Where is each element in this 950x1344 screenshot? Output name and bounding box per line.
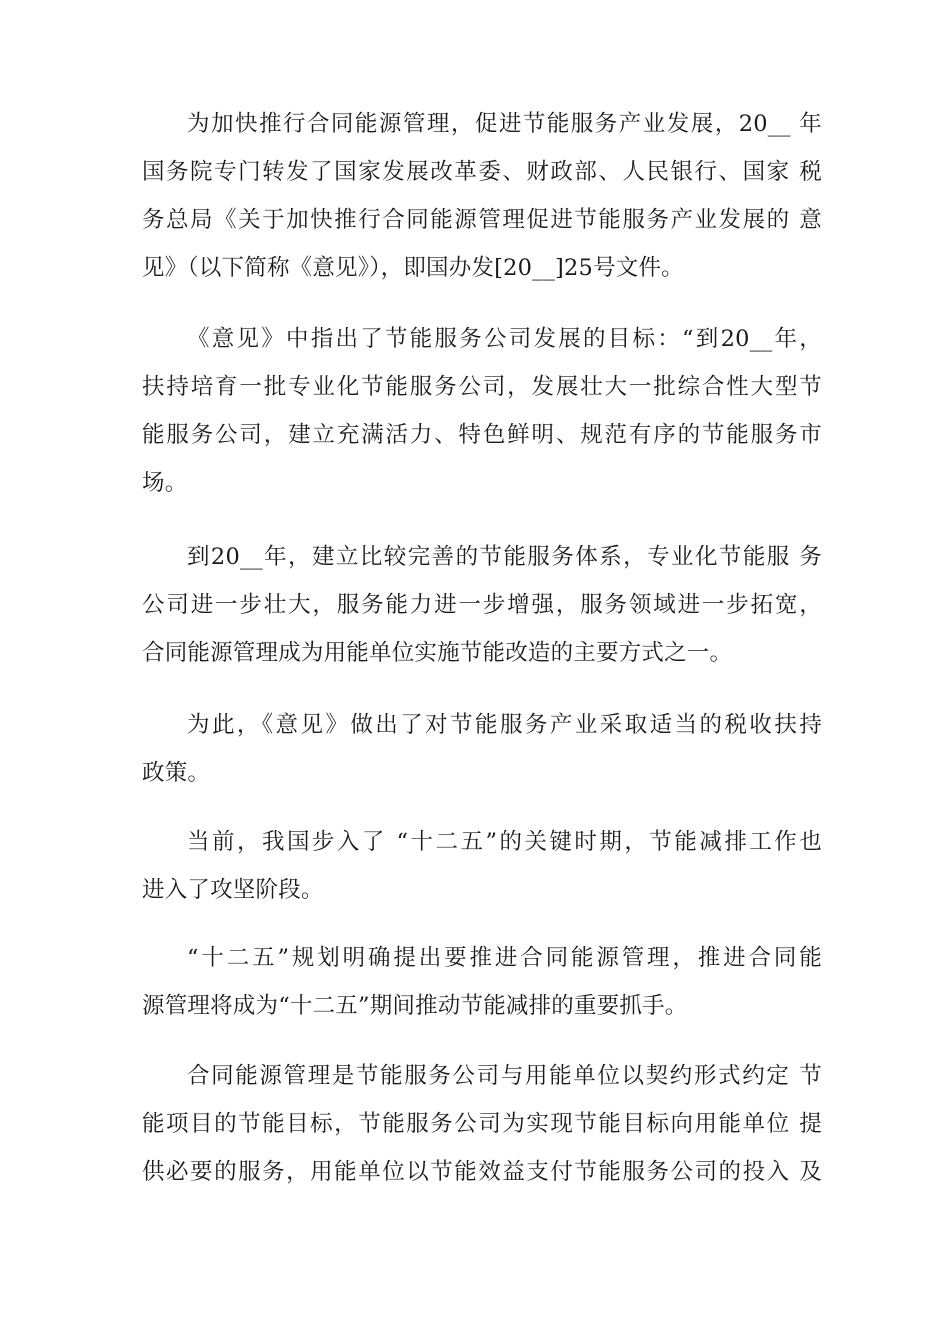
paragraph-2-line-2: 扶持培育一批专业化节能服务公司，发展壮大一批综合性大型节: [142, 374, 822, 400]
paragraph-7: [142, 1052, 822, 1196]
paragraph-7-line-1: 合同能源管理是节能服务公司与用能单位以契约形式约定 节: [187, 1063, 822, 1089]
paragraph-3-line-2: 公司进一步壮大，服务能力进一步增强，服务领域进一步拓宽，: [142, 592, 822, 618]
paragraph-7-line-2: 能项目的节能目标，节能服务公司为实现节能目标向用能单位 提: [142, 1111, 822, 1137]
paragraph-1-line-1: 为加快推行合同能源管理，促进节能服务产业发展，20__ 年: [187, 111, 822, 137]
paragraph-1-line-2: 国务院专门转发了国家发展改革委、财政部、人民银行、国家 税: [142, 159, 822, 185]
paragraph-4-line-1: 为此，《意见》做出了对节能服务产业采取适当的税收扶持: [187, 712, 822, 738]
paragraph-2-line-3: 能服务公司，建立充满活力、特色鲜明、规范有序的节能服务市: [142, 422, 822, 448]
paragraph-6-line-2: 源管理将成为“十二五”期间推动节能减排的重要抓手。: [142, 993, 688, 1019]
paragraph-6: [142, 934, 822, 1030]
paragraph-2-line-1: 《意见》中指出了节能服务公司发展的目标：“到20__年，: [187, 326, 822, 352]
paragraph-1-line-4: 见》（以下简称《意见》），即国办发[20__]25号文件。: [142, 255, 684, 281]
paragraph-5-line-1: 当前，我国步入了 “十二五”的关键时期，节能减排工作也: [187, 829, 822, 855]
paragraph-7-line-3: 供必要的服务，用能单位以节能效益支付节能服务公司的投入 及: [142, 1159, 822, 1185]
paragraph-2: [142, 315, 822, 507]
paragraph-4-line-2: 政策。: [142, 760, 211, 786]
paragraph-6-line-1: “十二五”规划明确提出要推进合同能源管理，推进合同能: [187, 945, 822, 971]
paragraph-5-line-2: 进入了攻坚阶段。: [142, 877, 324, 903]
paragraph-5: [142, 818, 822, 914]
paragraph-3: [142, 533, 822, 677]
paragraph-1-line-3: 务总局《关于加快推行合同能源管理促进节能服务产业发展的 意: [142, 207, 822, 233]
paragraph-4: [142, 701, 822, 797]
paragraph-3-line-1: 到20__年，建立比较完善的节能服务体系，专业化节能服 务: [187, 544, 822, 570]
paragraph-3-line-3: 合同能源管理成为用能单位实施节能改造的主要方式之一。: [142, 640, 733, 666]
paragraph-1: [142, 100, 822, 292]
paragraph-2-line-4: 场。: [142, 470, 188, 496]
